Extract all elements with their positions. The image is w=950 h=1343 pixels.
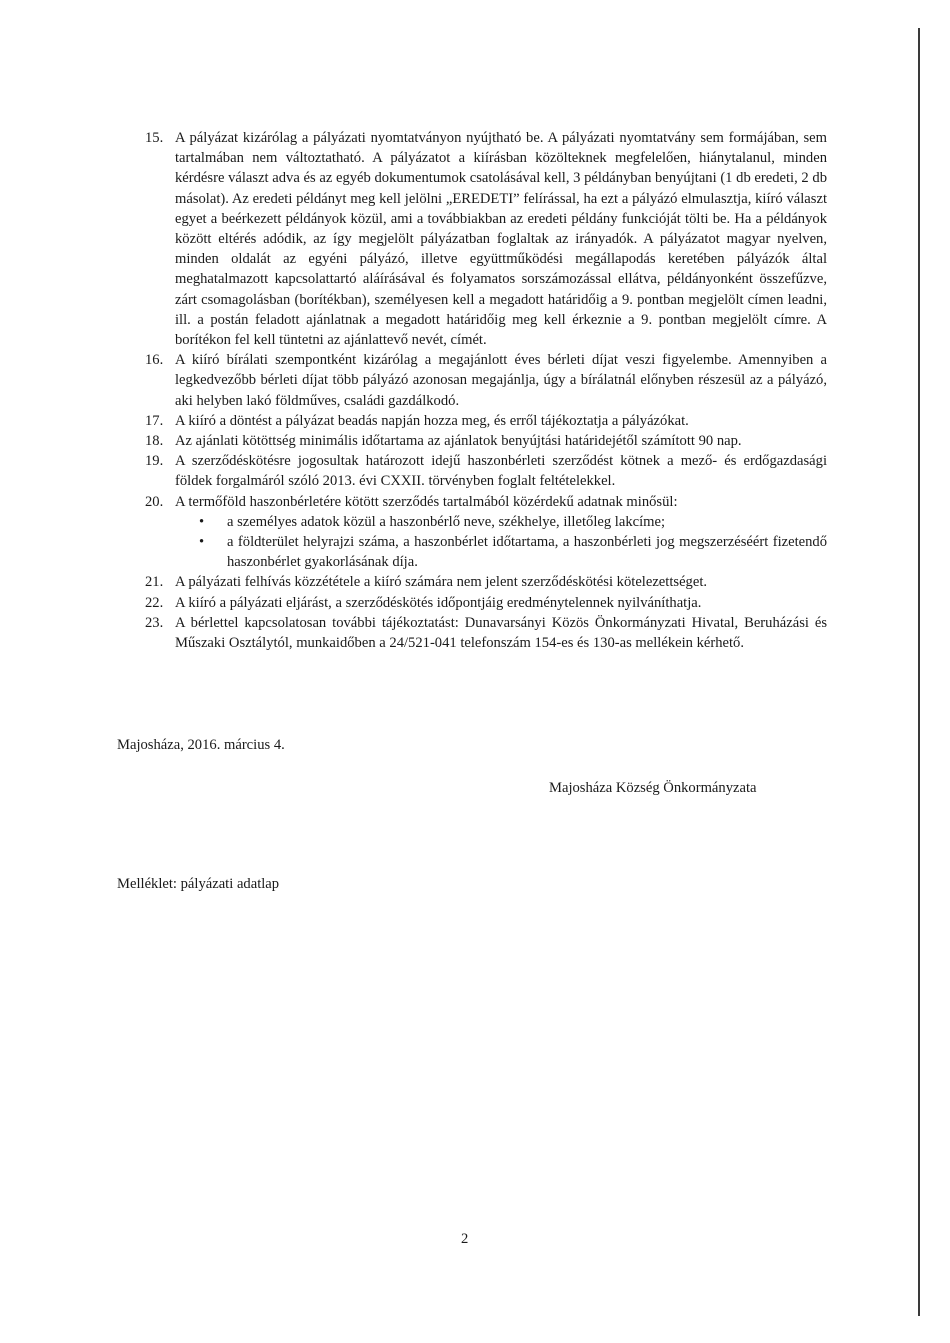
- clause-text: A bérlettel kapcsolatosan további tájékoztatást: Dunavarsányi Közös Önkormányzati Hivatal, Beruházási és Műszaki Osztálytól, munkaidőben a 24/521-041 telefonszám 154-es és 130-as mellékein kérhető.: [175, 614, 827, 652]
- clause-17: [145, 411, 827, 431]
- clause-18: [145, 431, 827, 451]
- document-body: [145, 128, 827, 653]
- scan-edge-line: [918, 28, 920, 1316]
- clause-number: 20.: [145, 493, 164, 510]
- clause-number: 22.: [145, 594, 164, 611]
- clause-text: Az ajánlati kötöttség minimális időtartama az ajánlatok benyújtási határidejétől számított 90 nap.: [175, 433, 742, 450]
- clause-16: [145, 350, 827, 411]
- signature-block: Majosháza Község Önkormányzata: [549, 780, 757, 796]
- place-and-date: Majosháza, 2016. március 4.: [117, 737, 285, 753]
- clause-22: [145, 593, 827, 613]
- clause-text: A szerződéskötésre jogosultak határozott idejű haszonbérleti szerződést kötnek a mező- és erdőgazdasági földek forgalmáról szóló 2013. évi CXXII. törvényben foglalt feltételekkel.: [175, 453, 827, 490]
- bullet-list: [175, 512, 827, 573]
- bullet-icon: •: [199, 513, 205, 530]
- clause-20: [145, 492, 827, 573]
- clause-text: A kiíró bírálati szempontként kizárólag a megajánlott éves bérleti díjat veszi figyelembe. Amennyiben a legkedvezőbb bérleti díjat több pályázó azonosan megajánlja, úgy a bírálatnál előnyben részesül az a pályázó, aki helyben lakó földműves, családi gazdálkodó.: [175, 352, 827, 409]
- list-item: [175, 512, 827, 532]
- clause-text: A kiíró a döntést a pályázat beadás napján hozza meg, és erről tájékoztatja a pályázókat.: [175, 412, 689, 429]
- clause-number: 21.: [145, 574, 164, 591]
- clause-number: 16.: [145, 352, 164, 369]
- list-item: [175, 532, 827, 572]
- clause-text: A termőföld haszonbérletére kötött szerződés tartalmából közérdekű adatnak minősül:: [175, 493, 678, 510]
- clause-21: [145, 572, 827, 592]
- clause-text: A pályázat kizárólag a pályázati nyomtatványon nyújtható be. A pályázati nyomtatvány sem formájában, sem tartalmában nem változtatható. A pályázatot a kiírásban közölteknek megfelelően, hiánytalanul, minden kérdésre választ adva és az egyéb dokumentumok csatolásával kell, 3 példányban benyújtani (1 db eredeti, 2 db másolat). Az eredeti példányt meg kell jelölni „EREDETI” felírással, ha ezt a pályázó elmulasztja, kiíró választ egyet a beérkezett példányok közül, ami a továbbiakban az eredeti példány funkcióját tölti be. Ha a példányok között eltérés adódik, az így megjelölt pályázatban foglaltak az irányadók. A pályázatot magyar nyelven, minden oldalát az egyéni pályázó, illetve együttműködési megállapodás keretében pályázók által meghatalmazott kapcsolattartó aláírásával és folyamatos sorszámozással ellátva, példányonként összefűzve, zárt csomagolásban (borítékban), személyesen kell a megadott határidőig a 9. pontban megjelölt címen leadni, ill. a postán feladott ajánlatnak a megadott határidőig meg kell érkeznie a 9. pontban megjelölt címre. A borítékon fel kell tüntetni az ajánlattevő nevét, címét.: [175, 130, 827, 349]
- clause-number: 23.: [145, 614, 164, 631]
- attachment-note: Melléklet: pályázati adatlap: [117, 876, 280, 892]
- clause-19: [145, 451, 827, 491]
- clause-number: 19.: [145, 453, 164, 470]
- clause-number: 18.: [145, 433, 164, 450]
- list-item-text: a földterület helyrajzi száma, a haszonbérlet időtartama, a haszonbérleti jog megszerzéséért fizetendő haszonbérlet gyakorlásának díja.: [227, 534, 827, 571]
- clause-text: A kiíró a pályázati eljárást, a szerződéskötés időpontjáig eredménytelennek nyilváníthatja.: [175, 594, 702, 611]
- bullet-icon: •: [199, 534, 205, 551]
- page-number: 2: [461, 1231, 469, 1247]
- clause-number: 15.: [145, 130, 164, 146]
- list-item-text: a személyes adatok közül a haszonbérlő neve, székhelye, illetőleg lakcíme;: [227, 513, 666, 530]
- clause-15: [145, 128, 827, 350]
- clause-23: [145, 613, 827, 653]
- clause-number: 17.: [145, 412, 164, 429]
- clause-text: A pályázati felhívás közzététele a kiíró számára nem jelent szerződéskötési kötelezettséget.: [175, 574, 708, 591]
